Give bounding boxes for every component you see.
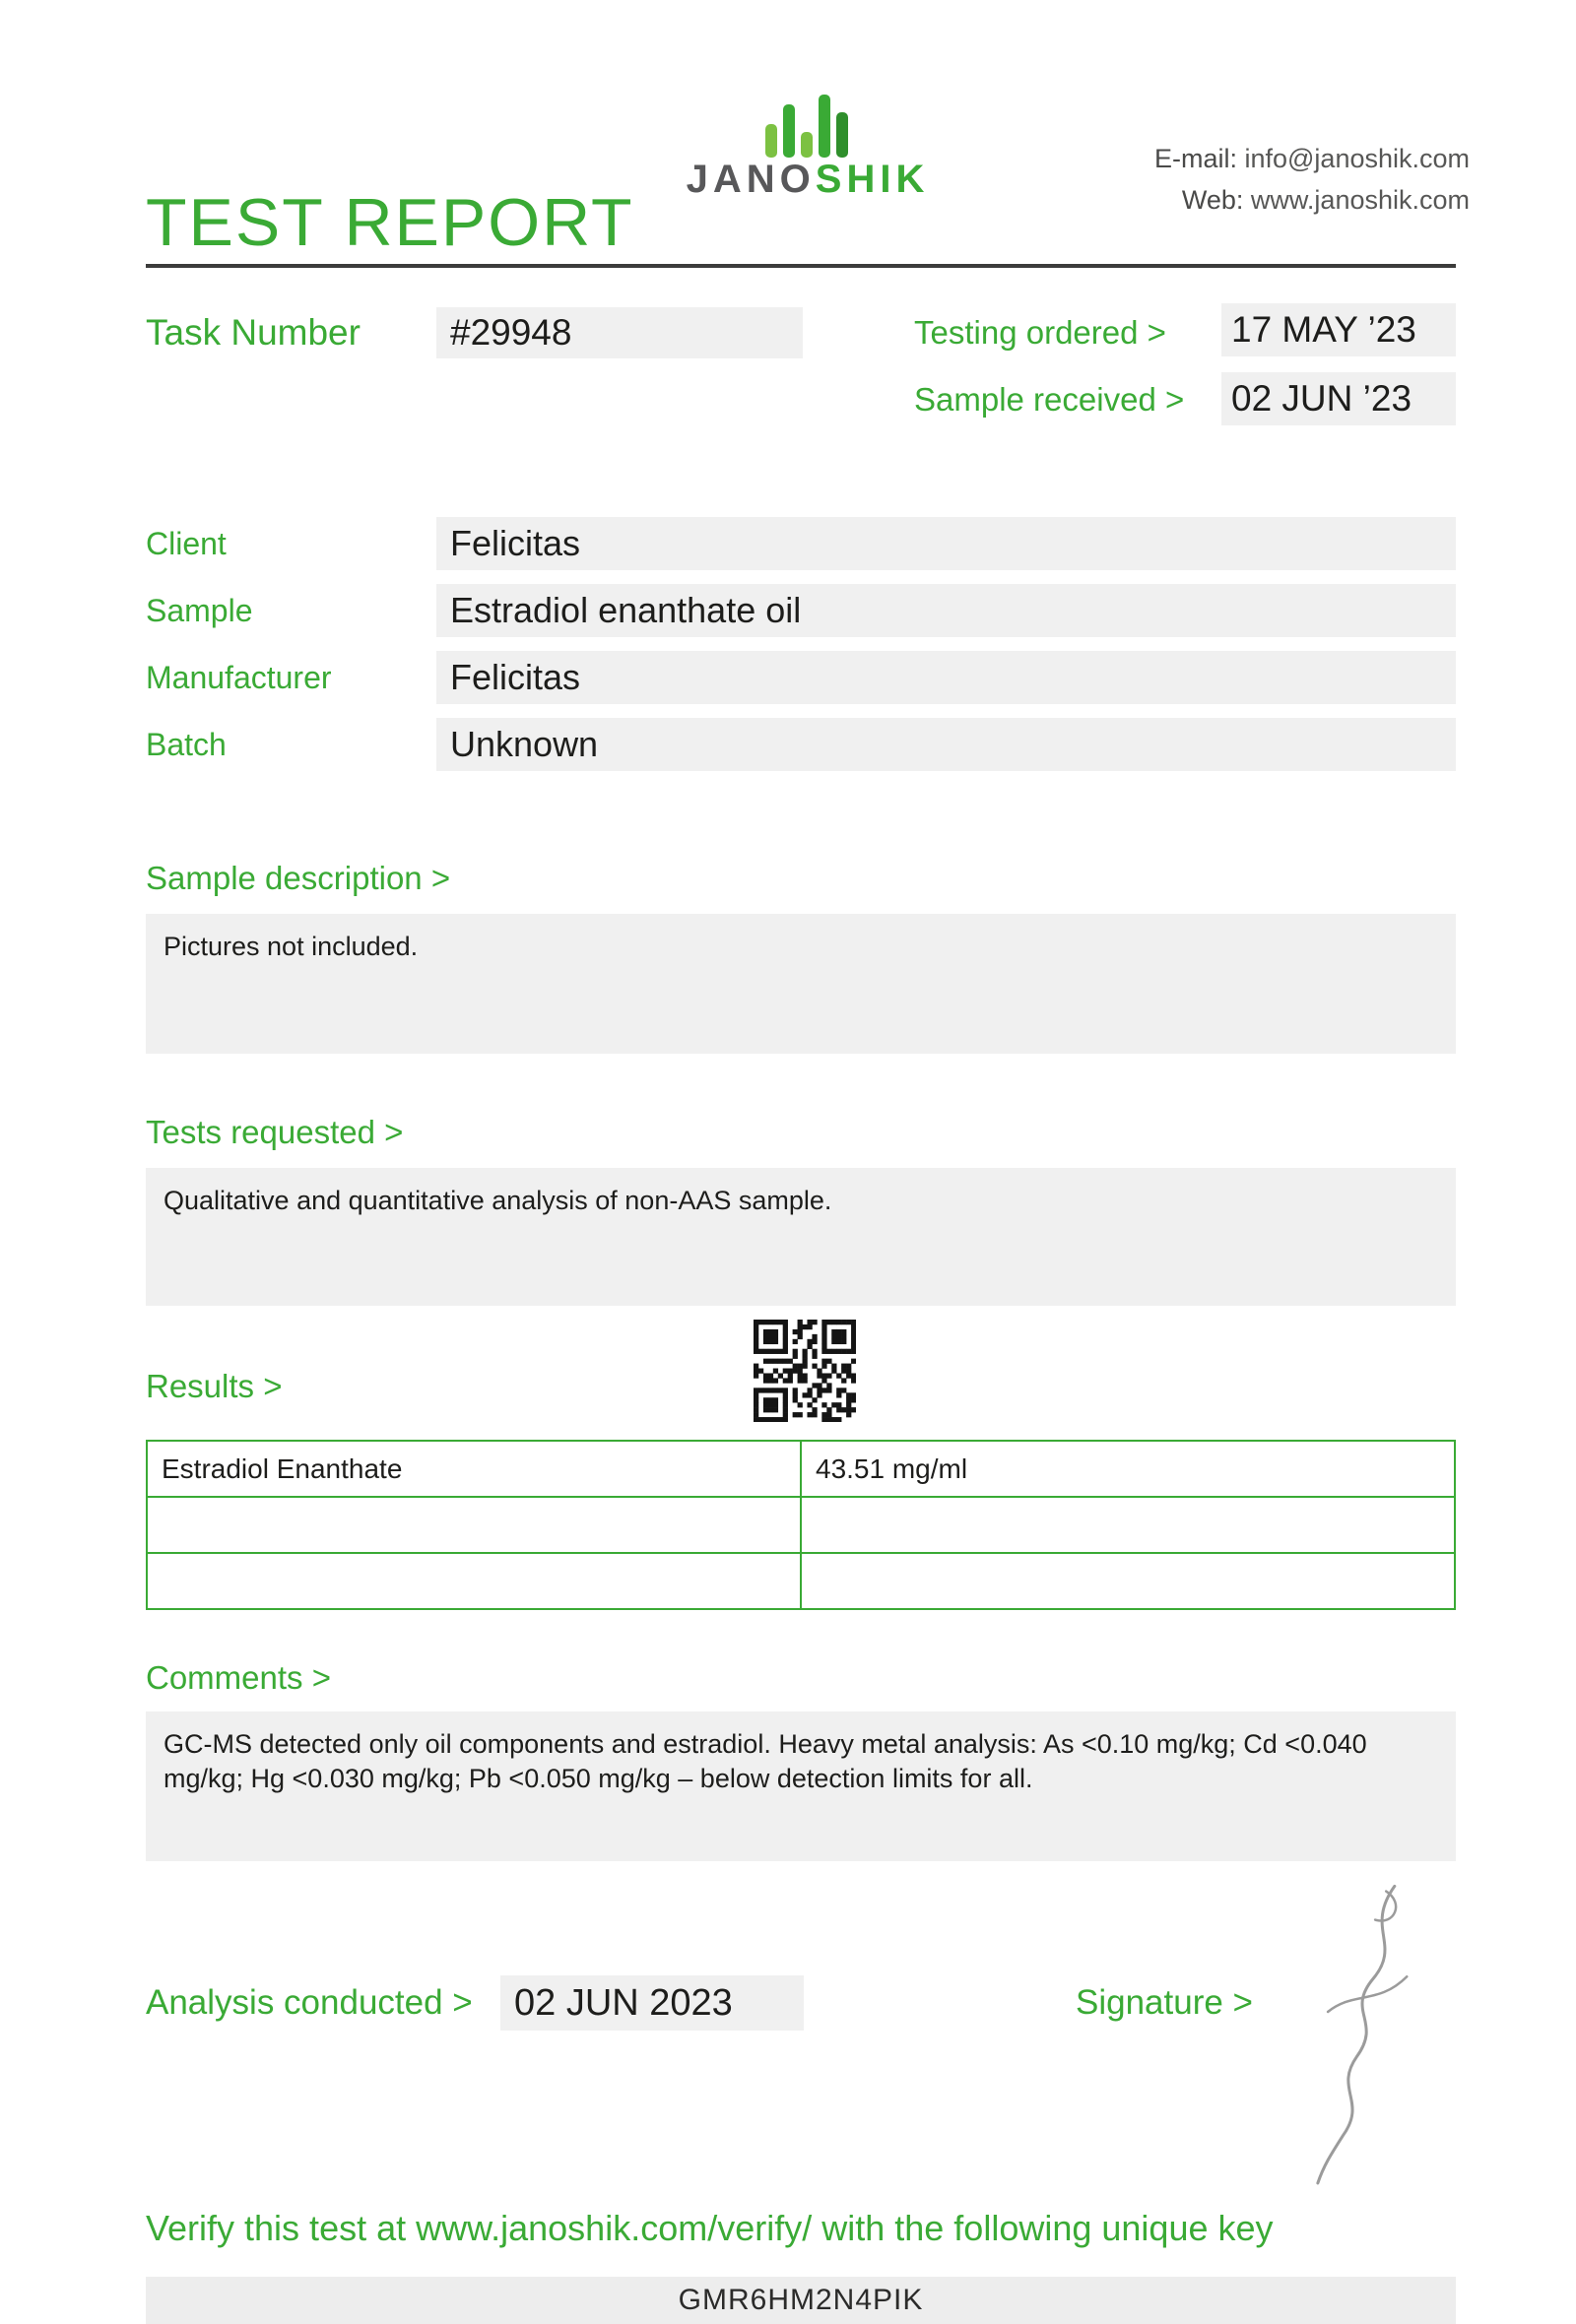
sample-info-block (146, 510, 1456, 778)
batch-value: Unknown (436, 718, 1456, 771)
result-analyte: Estradiol Enanthate (147, 1441, 801, 1497)
task-number-value: #29948 (436, 307, 803, 358)
sample-received-label: Sample received > (914, 381, 1185, 418)
info-row-client (146, 510, 1456, 577)
email-label: E-mail: (1153, 144, 1237, 173)
sample-received-date: 02 JUN ’23 (1221, 372, 1456, 425)
comments-heading: Comments > (146, 1659, 331, 1696)
client-value: Felicitas (436, 517, 1456, 570)
tests-requested-box: Qualitative and quantitative analysis of non-AAS sample. (146, 1168, 1456, 1306)
signature-scribble (1280, 1866, 1448, 2201)
contact-block (1154, 138, 1470, 221)
info-row-manufacturer (146, 644, 1456, 711)
qr-code (754, 1320, 856, 1422)
web-value: www.janoshik.com (1250, 185, 1470, 215)
results-table (146, 1440, 1456, 1610)
sample-description-box: Pictures not included. (146, 914, 1456, 1054)
logo-text-jano: JANO (686, 158, 816, 201)
page-title: TEST REPORT (146, 184, 634, 260)
sample-description-heading: Sample description > (146, 860, 451, 896)
web-label: Web: (1181, 185, 1244, 215)
manufacturer-value: Felicitas (436, 651, 1456, 704)
logo-text-shik: SHIK (815, 158, 930, 201)
testing-ordered-label: Testing ordered > (914, 314, 1166, 351)
comments-box: GC-MS detected only oil components and estradiol. Heavy metal analysis: As <0.10 mg/kg; Cd <0.040 mg/kg; Hg <0.030 mg/kg; Pb <0.050 mg/kg – below detection limits for all. (146, 1711, 1456, 1861)
contact-email-line (1154, 138, 1470, 179)
signature-label: Signature > (1076, 1983, 1253, 2022)
result-analyte (147, 1497, 801, 1553)
header-divider (146, 264, 1456, 268)
manufacturer-label: Manufacturer (146, 659, 332, 695)
testing-ordered-date: 17 MAY ’23 (1221, 303, 1456, 356)
result-value (801, 1497, 1455, 1553)
batch-label: Batch (146, 726, 227, 762)
info-row-batch (146, 711, 1456, 778)
contact-web-line (1154, 179, 1470, 221)
sample-label: Sample (146, 592, 253, 628)
logo-wordmark (680, 160, 936, 199)
analysis-conducted-label: Analysis conducted > (146, 1983, 473, 2022)
result-value (801, 1553, 1455, 1609)
unique-key-box: GMR6HM2N4PIK (146, 2277, 1456, 2324)
table-row (147, 1497, 1455, 1553)
sample-value: Estradiol enanthate oil (436, 584, 1456, 637)
verify-instruction: Verify this test at www.janoshik.com/verify/ with the following unique key (146, 2208, 1274, 2248)
logo-bars-icon (763, 85, 852, 158)
email-value: info@janoshik.com (1244, 144, 1470, 173)
table-row (147, 1553, 1455, 1609)
analysis-conducted-date: 02 JUN 2023 (500, 1975, 804, 2031)
client-label: Client (146, 525, 227, 561)
tests-requested-heading: Tests requested > (146, 1114, 404, 1150)
table-row (147, 1441, 1455, 1497)
result-value: 43.51 mg/ml (801, 1441, 1455, 1497)
task-number-label: Task Number (146, 312, 361, 353)
results-heading: Results > (146, 1368, 283, 1404)
result-analyte (147, 1553, 801, 1609)
info-row-sample (146, 577, 1456, 644)
janoshik-logo (680, 85, 936, 199)
